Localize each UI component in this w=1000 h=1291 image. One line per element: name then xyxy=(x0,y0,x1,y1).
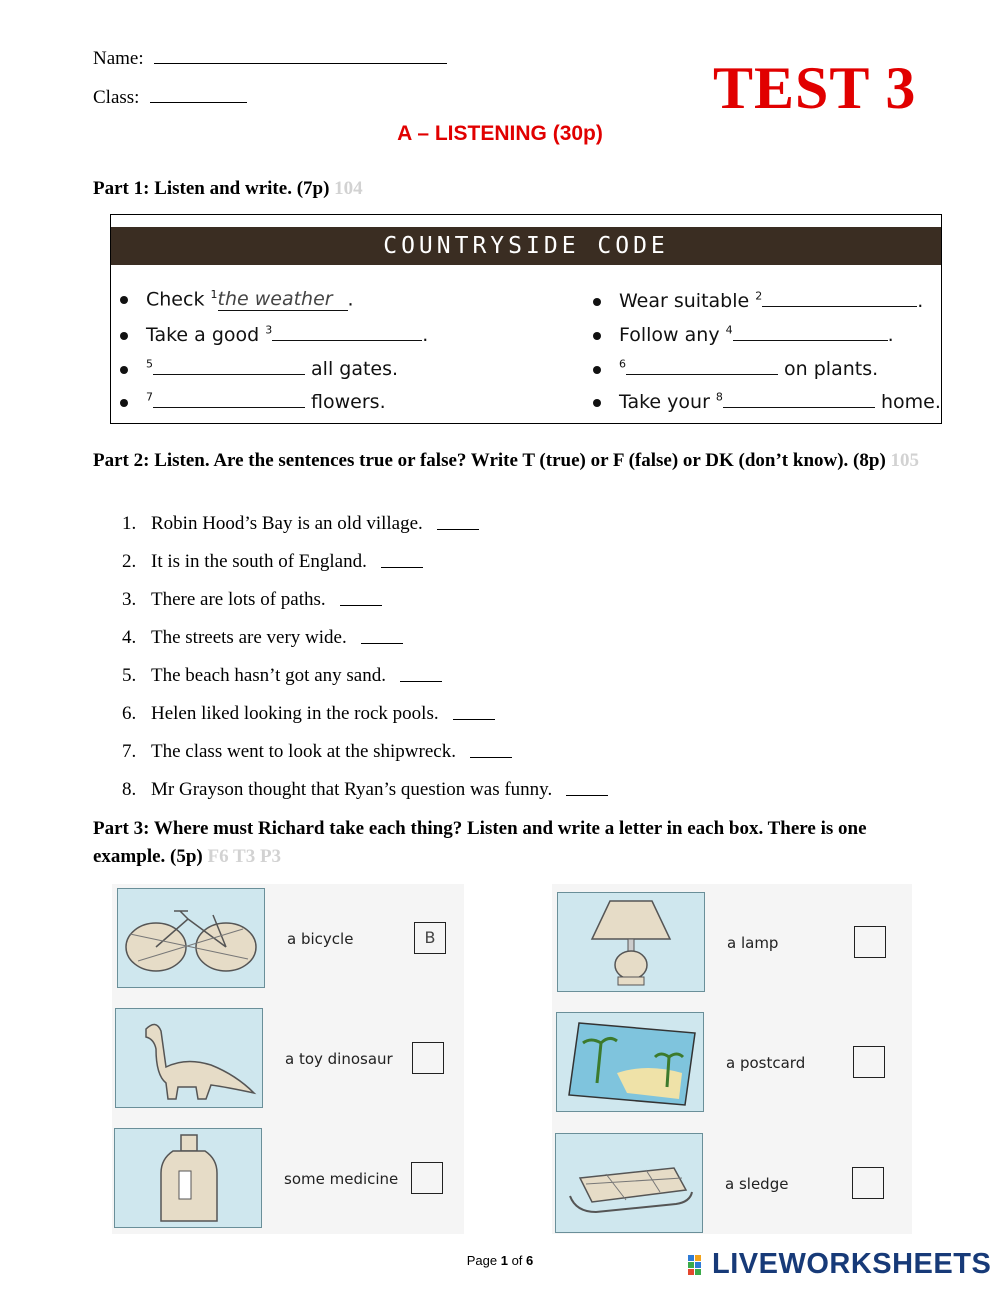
answer-blank[interactable] xyxy=(453,703,495,720)
list-item xyxy=(122,627,608,665)
bicycle-picture xyxy=(117,888,265,988)
code-item-text: all gates. xyxy=(305,358,399,380)
item-label: a postcard xyxy=(726,1054,806,1072)
answer-blank-3[interactable] xyxy=(272,322,422,341)
brand-text: LIVEWORKSHEETS xyxy=(712,1248,992,1280)
code-item-text: Wear suitable xyxy=(619,290,756,312)
code-item-text: Take a good xyxy=(146,324,266,346)
answer-box-sledge[interactable] xyxy=(852,1167,884,1199)
countryside-code-banner: COUNTRYSIDE CODE xyxy=(111,227,941,265)
list-item xyxy=(122,665,608,703)
item-number: 2 xyxy=(755,289,763,303)
name-input-line[interactable] xyxy=(154,47,447,64)
item-label: a bicycle xyxy=(287,930,354,948)
code-item-end: . xyxy=(917,290,924,312)
answer-blank-7[interactable] xyxy=(153,389,305,408)
item-label: a lamp xyxy=(727,934,779,952)
item-number: 4. xyxy=(122,627,137,648)
medicine-picture xyxy=(114,1128,262,1228)
code-item-end: . xyxy=(347,288,354,311)
code-item-text: flowers. xyxy=(305,391,386,413)
medicine-bottle-icon xyxy=(115,1129,261,1227)
item-card-postcard xyxy=(556,1012,906,1115)
item-card-lamp xyxy=(557,892,907,995)
postcard-icon xyxy=(557,1013,703,1111)
true-false-list xyxy=(122,513,608,817)
code-item-text: on plants. xyxy=(778,358,879,380)
item-number: 1 xyxy=(210,288,218,301)
item-number: 8 xyxy=(715,390,723,404)
answer-box-lamp[interactable] xyxy=(854,926,886,958)
page-total: 6 xyxy=(526,1253,534,1268)
part2-heading xyxy=(93,447,933,475)
code-item-end: home. xyxy=(874,391,941,413)
section-title: A – LISTENING (30p) xyxy=(397,122,603,145)
item-label: some medicine xyxy=(284,1170,399,1188)
statement-text: Mr Grayson thought that Ryan’s question was funny. xyxy=(151,779,553,800)
answer-box-medicine[interactable] xyxy=(411,1162,443,1194)
item-number: 4 xyxy=(725,323,733,337)
code-item-text: Take your xyxy=(619,391,716,413)
part1-heading-text: Part 1: Listen and write. (7p) xyxy=(93,178,330,199)
bicycle-icon xyxy=(118,889,264,987)
statement-text: The beach hasn’t got any sand. xyxy=(151,665,386,686)
item-card-medicine xyxy=(114,1128,464,1231)
liveworksheets-logo-icon xyxy=(688,1255,708,1277)
item-label: a sledge xyxy=(725,1175,789,1193)
countryside-code-box xyxy=(110,214,942,424)
class-label: Class: xyxy=(93,87,140,108)
sledge-icon xyxy=(556,1134,702,1232)
list-item xyxy=(122,589,608,627)
part2-track-number: 105 xyxy=(890,450,920,471)
statement-text: The streets are very wide. xyxy=(151,627,347,648)
item-number: 3 xyxy=(265,323,273,337)
answer-blank-4[interactable] xyxy=(733,322,888,341)
part3-track-number: F6 T3 P3 xyxy=(207,846,282,867)
answer-blank[interactable] xyxy=(470,741,512,758)
item-number: 3. xyxy=(122,589,137,610)
list-item xyxy=(122,513,608,551)
item-number: 5. xyxy=(122,665,137,686)
answer-box-bicycle[interactable]: B xyxy=(414,922,446,954)
liveworksheets-brand[interactable] xyxy=(692,1248,991,1281)
answer-blank[interactable] xyxy=(566,779,608,796)
code-item-5 xyxy=(120,356,398,380)
code-item-4 xyxy=(593,322,894,346)
postcard-picture xyxy=(556,1012,704,1112)
bullet-icon xyxy=(120,332,128,340)
code-item-6 xyxy=(593,356,878,380)
class-input-line[interactable] xyxy=(150,86,247,103)
item-number: 7. xyxy=(122,741,137,762)
part3-heading xyxy=(93,815,933,871)
code-item-8 xyxy=(593,389,941,413)
example-answer: the weather xyxy=(218,288,348,311)
page-of: of xyxy=(507,1253,527,1268)
dinosaur-picture xyxy=(115,1008,263,1108)
code-item-end: . xyxy=(887,324,894,346)
code-item-7 xyxy=(120,389,386,413)
code-item-text: Check xyxy=(146,288,211,311)
item-number: 7 xyxy=(146,390,153,404)
item-card-sledge xyxy=(555,1133,905,1236)
answer-box-postcard[interactable] xyxy=(853,1046,885,1078)
part2-heading-text: Part 2: Listen. Are the sentences true or false? Write T (true) or F (false) or DK (don’t know). (8p) xyxy=(93,450,886,471)
answer-blank-2[interactable] xyxy=(762,288,917,307)
answer-blank[interactable] xyxy=(340,589,382,606)
statement-text: Helen liked looking in the rock pools. xyxy=(151,703,439,724)
name-field-row xyxy=(93,47,447,70)
lamp-icon xyxy=(558,893,704,991)
item-card-toy-dinosaur xyxy=(115,1008,465,1111)
bullet-icon xyxy=(120,366,128,374)
page-current: 1 xyxy=(500,1253,508,1268)
page-prefix: Page xyxy=(466,1253,501,1268)
code-item-end: . xyxy=(422,324,429,346)
name-label: Name: xyxy=(93,48,144,69)
part1-heading xyxy=(93,175,933,203)
bullet-icon xyxy=(120,296,128,304)
answer-blank-6[interactable] xyxy=(626,356,778,375)
item-card-bicycle xyxy=(117,888,467,991)
code-item-3 xyxy=(120,322,428,346)
item-number: 6. xyxy=(122,703,137,724)
answer-blank-8[interactable] xyxy=(723,389,875,408)
part1-track-number: 104 xyxy=(334,178,363,199)
item-number: 2. xyxy=(122,551,137,572)
item-number: 6 xyxy=(619,357,626,371)
list-item xyxy=(122,551,608,589)
answer-blank[interactable] xyxy=(400,665,442,682)
statement-text: Robin Hood’s Bay is an old village. xyxy=(151,513,423,534)
sledge-picture xyxy=(555,1133,703,1233)
answer-blank[interactable] xyxy=(361,627,403,644)
part3-heading-text: Part 3: Where must Richard take each thing? Listen and write a letter in each box. There is one example. (5p) xyxy=(93,818,867,867)
list-item xyxy=(122,703,608,741)
list-item xyxy=(122,741,608,779)
answer-blank[interactable] xyxy=(381,551,423,568)
code-item-2 xyxy=(593,288,923,312)
statement-text: The class went to look at the shipwreck. xyxy=(151,741,456,762)
item-number: 1. xyxy=(122,513,137,534)
class-field-row xyxy=(93,86,247,109)
bullet-icon xyxy=(593,332,601,340)
item-number: 8. xyxy=(122,779,137,800)
list-item xyxy=(122,779,608,817)
code-item-1 xyxy=(120,288,354,311)
answer-blank-5[interactable] xyxy=(153,356,305,375)
test-title: TEST 3 xyxy=(713,55,917,121)
answer-blank[interactable] xyxy=(437,513,479,530)
bullet-icon xyxy=(593,366,601,374)
answer-box-toy-dinosaur[interactable] xyxy=(412,1042,444,1074)
bullet-icon xyxy=(593,298,601,306)
dinosaur-icon xyxy=(116,1009,262,1107)
item-label: a toy dinosaur xyxy=(285,1050,393,1068)
lamp-picture xyxy=(557,892,705,992)
bullet-icon xyxy=(593,399,601,407)
statement-text: There are lots of paths. xyxy=(151,589,326,610)
statement-text: It is in the south of England. xyxy=(151,551,367,572)
bullet-icon xyxy=(120,399,128,407)
code-item-text: Follow any xyxy=(619,324,726,346)
item-number: 5 xyxy=(146,357,153,371)
